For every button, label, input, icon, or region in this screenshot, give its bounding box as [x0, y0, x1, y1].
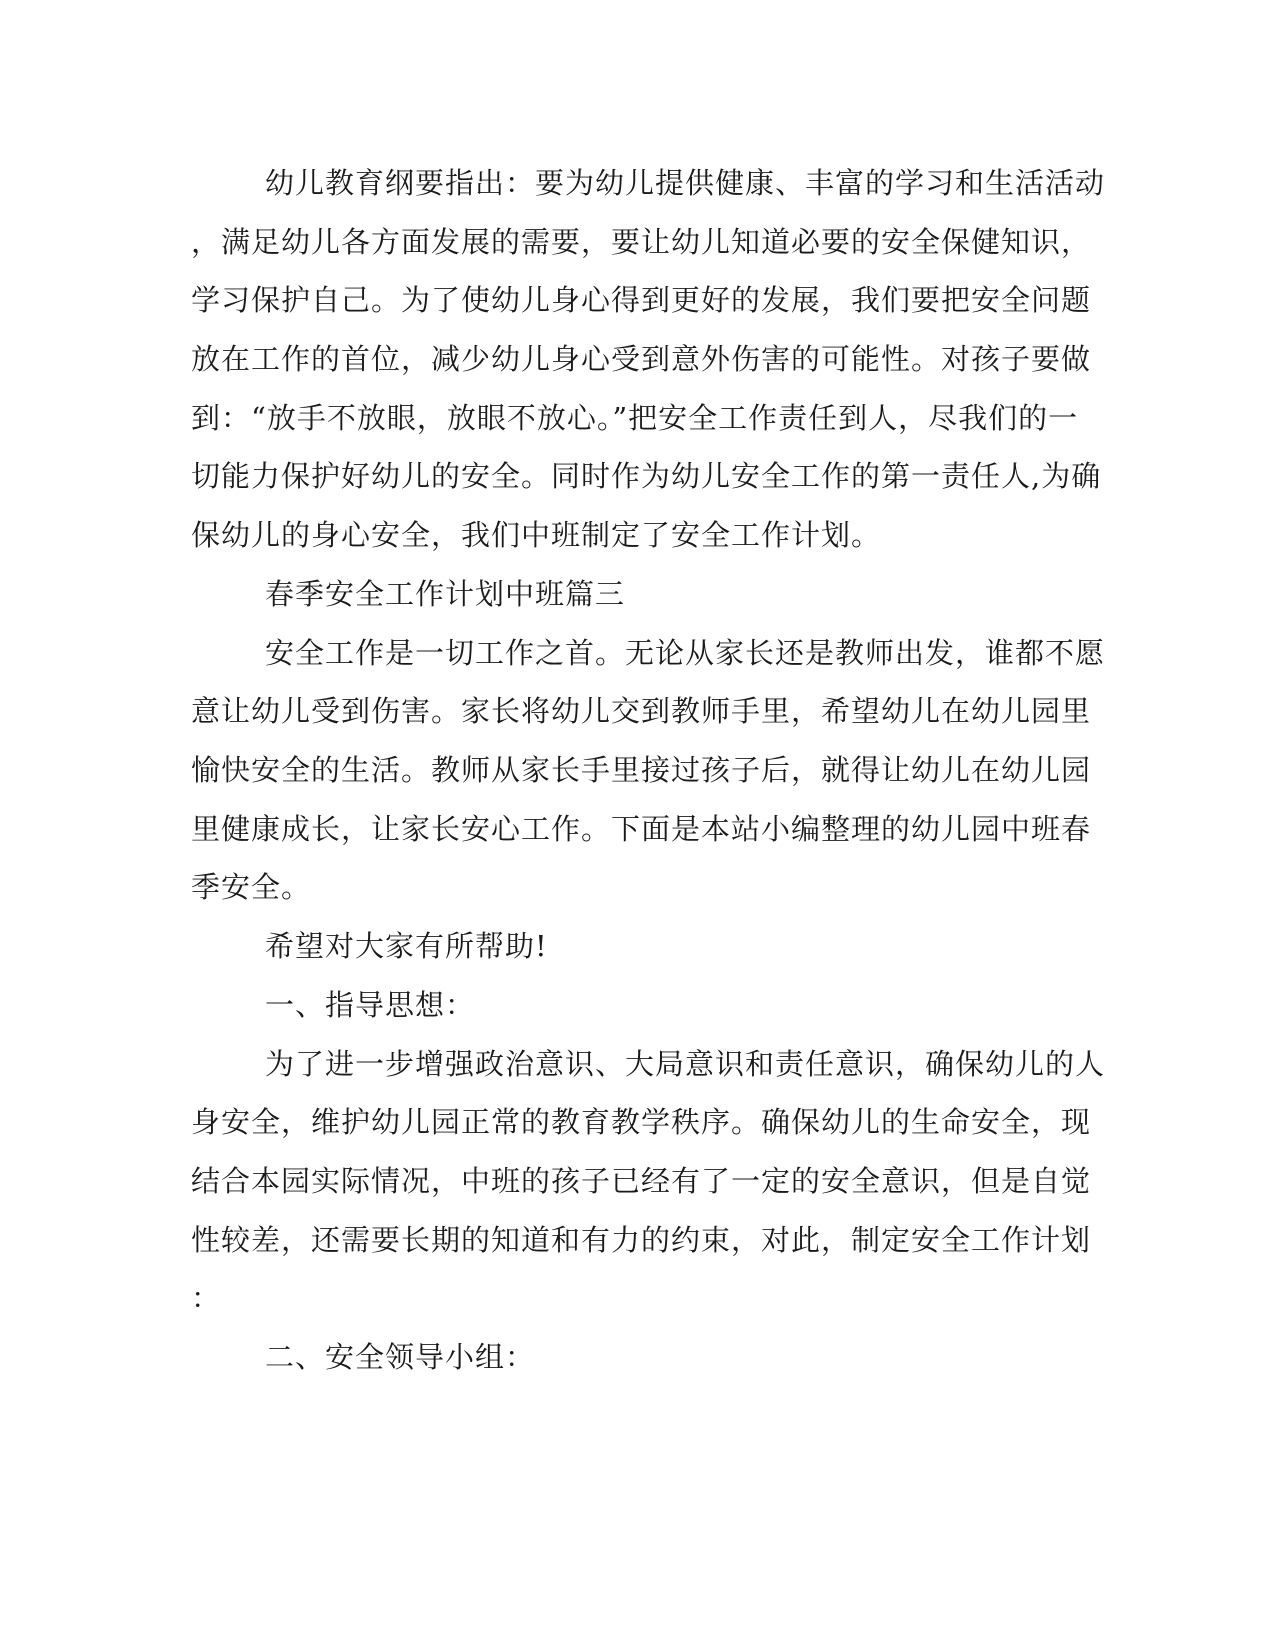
- paragraph-line: ，满足幼儿各方面发展的需要，要让幼儿知道必要的安全保健知识，: [191, 225, 1092, 259]
- section-heading: 春季安全工作计划中班篇三: [265, 577, 626, 611]
- paragraph-line: 性较差，还需要长期的知道和有力的约束，对此，制定安全工作计划: [191, 1223, 1092, 1257]
- paragraph-line: 保幼儿的身心安全，我们中班制定了安全工作计划。: [191, 518, 882, 552]
- section-heading: 一、指导思想：: [265, 988, 476, 1022]
- paragraph-line: 安全工作是一切工作之首。无论从家长还是教师出发，谁都不愿: [265, 636, 1106, 670]
- paragraph-line: 结合本园实际情况，中班的孩子已经有了一定的安全意识，但是自觉: [191, 1164, 1092, 1198]
- paragraph-line: 希望对大家有所帮助!: [265, 929, 548, 963]
- paragraph-line: 为了进一步增强政治意识、大局意识和责任意识，确保幼儿的人: [265, 1047, 1106, 1081]
- paragraph-line: 切能力保护好幼儿的安全。同时作为幼儿安全工作的第一责任人,为确: [191, 459, 1102, 493]
- paragraph-line: 放在工作的首位，减少幼儿身心受到意外伤害的可能性。对孩子要做: [191, 342, 1092, 376]
- section-heading: 二、安全领导小组：: [265, 1340, 536, 1374]
- paragraph-line: ：: [191, 1281, 222, 1315]
- paragraph-line: 幼儿教育纲要指出：要为幼儿提供健康、丰富的学习和生活活动: [265, 166, 1106, 200]
- paragraph-line: 意让幼儿受到伤害。家长将幼儿交到教师手里，希望幼儿在幼儿园里: [191, 694, 1092, 728]
- paragraph-line: 愉快安全的生活。教师从家长手里接过孩子后，就得让幼儿在幼儿园: [191, 753, 1092, 787]
- paragraph-line: 季安全。: [191, 870, 312, 904]
- paragraph-line: 身安全，维护幼儿园正常的教育教学秩序。确保幼儿的生命安全，现: [191, 1105, 1092, 1139]
- paragraph-line: 学习保护自己。为了使幼儿身心得到更好的发展，我们要把安全问题: [191, 283, 1092, 317]
- paragraph-line: 到：“放手不放眼，放眼不放心。”把安全工作责任到人，尽我们的一: [191, 401, 1079, 435]
- paragraph-line: 里健康成长，让家长安心工作。下面是本站小编整理的幼儿园中班春: [191, 812, 1092, 846]
